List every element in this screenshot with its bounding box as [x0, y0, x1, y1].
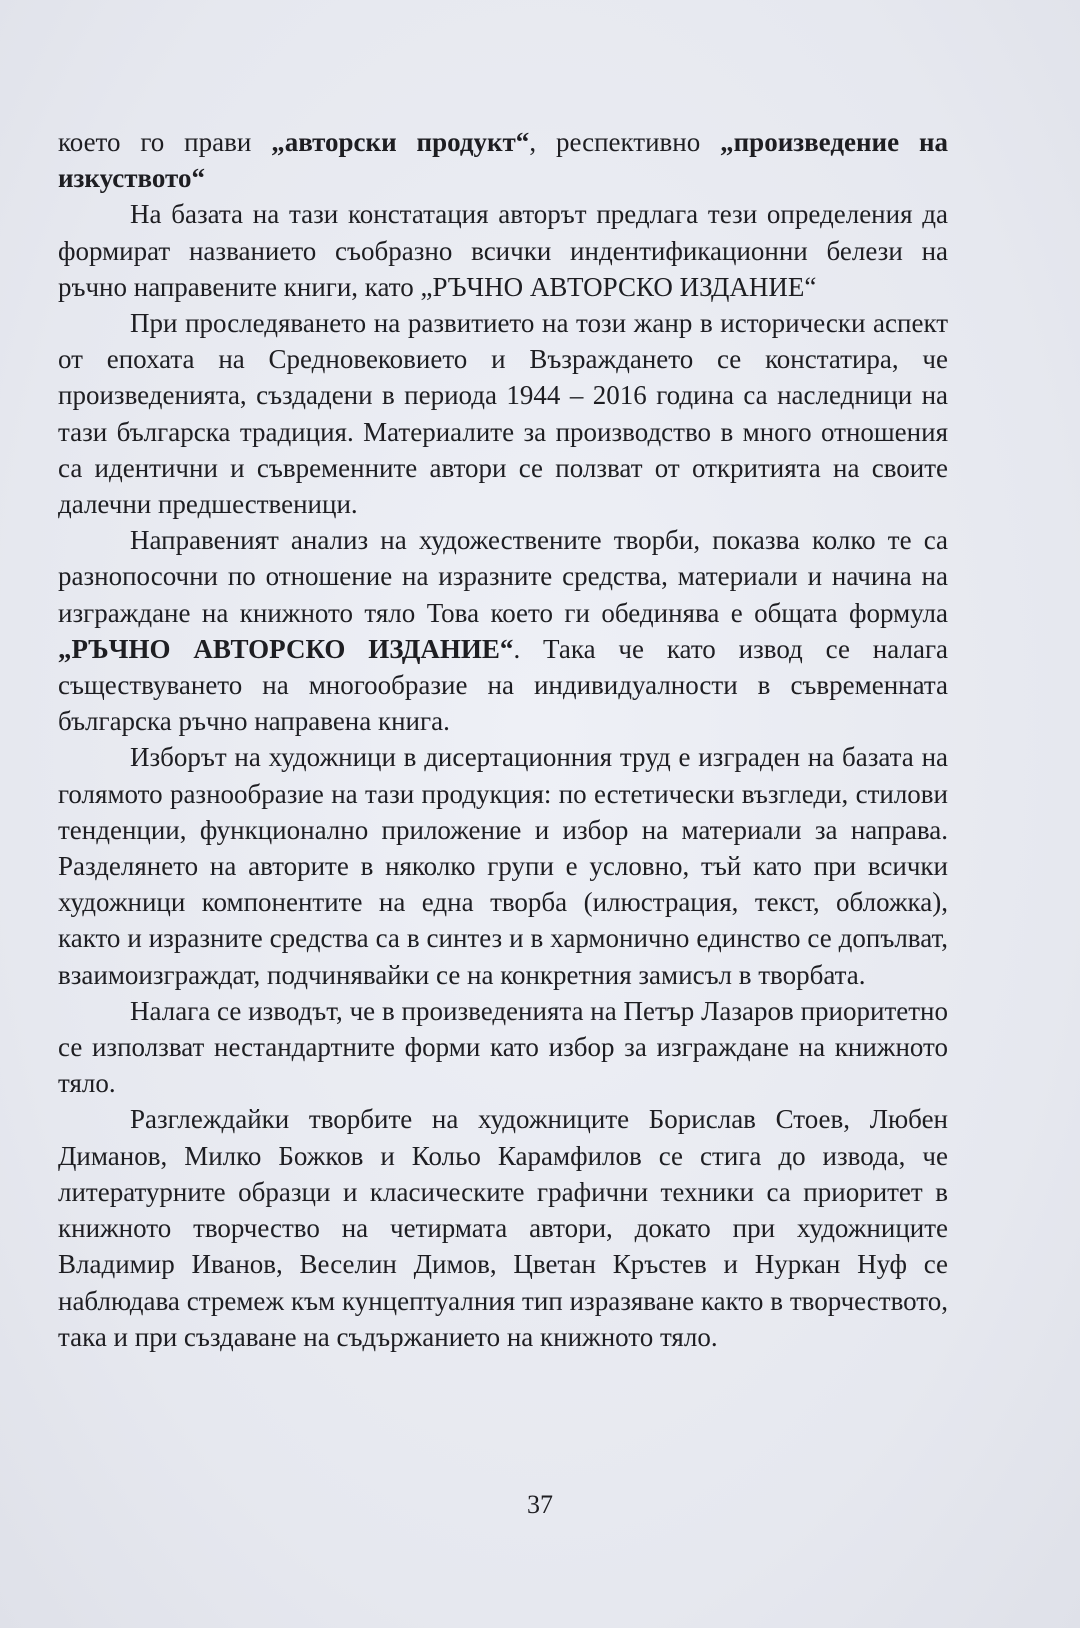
paragraph-1 — [58, 124, 948, 196]
paragraph-3 — [58, 305, 948, 522]
page-number: 37 — [527, 1490, 553, 1519]
text-run: , респективно — [529, 127, 721, 157]
text-run: . Така че като извод се налага съществуването на многообразие на индивидуалности в съвременната българска ръчно направена книга. — [58, 633, 948, 737]
text-run: При проследяването на развитието на този жанр в исторически аспект от епохата на Средновековието и Възраждането се констатира, че произведенията, създадени в периода 1944 – 2016 година са наследници на тази българска традиция. Материалите за производство в много отношения са идентични и съвременните автори се ползват от откритията на своите далечни предшественици. — [58, 308, 948, 520]
text-run: На базата на тази констатация авторът предлага тези определения да формират названието съобразно всички индентификационни белези на ръчно направените книги, като „РЪЧНО АВТОРСКО ИЗДАНИЕ“ — [58, 199, 948, 302]
text-run: което го прави — [58, 127, 272, 157]
paragraph-2 — [58, 196, 948, 305]
paragraph-5 — [58, 739, 948, 992]
text-run: Налага се изводът, че в произведенията на Петър Лазаров приоритетно се използват нестандартните форми като избор за изграждане на книжното тяло. — [58, 995, 948, 1099]
text-run: Направеният анализ на художествените творби, показва колко те са разнопосочни по отношение на изразните средства, материали и начина на изграждане на книжното тяло Това което ги обединява е общата формула — [58, 525, 948, 628]
paragraph-6 — [58, 993, 948, 1102]
text-run: Разглеждайки творбите на художниците Борислав Стоев, Любен Диманов, Милко Божков и Кольо Карамфилов се стига до извода, че литературните образци и класическите графични техники са приоритет в книжното творчество на четирмата автори, докато при художниците Владимир Иванов, Веселин Димов, Цветан Кръстев и Нуркан Нуф се наблюдава стремеж към кунцептуалния тип изразяване както в творчеството, така и при създаване на съдържанието на книжното тяло. — [58, 1104, 948, 1352]
paragraph-4 — [58, 522, 948, 739]
paragraph-7 — [58, 1101, 948, 1354]
bold-text-run: „авторски продукт“ — [271, 127, 530, 157]
body-text — [58, 124, 948, 1355]
bold-text-run: „произведение на изкуството“ — [58, 127, 948, 194]
text-run: Изборът на художници в дисертационния труд е изграден на базата на голямото разнообразие на тази продукция: по естетически възгледи, стилови тенденции, функционално приложение и избор на материали за направа. Разделянето на авторите в няколко групи е условно, тъй като при всички художници компонентите на една творба (илюстрация, текст, обложка), както и изразните средства са в синтез и в хармонично единство се допълват, взаимоизграждат, подчинявайки се на конкретния замисъл в творбата. — [58, 742, 948, 990]
bold-text-run: „РЪЧНО АВТОРСКО ИЗДАНИЕ“ — [58, 633, 514, 664]
